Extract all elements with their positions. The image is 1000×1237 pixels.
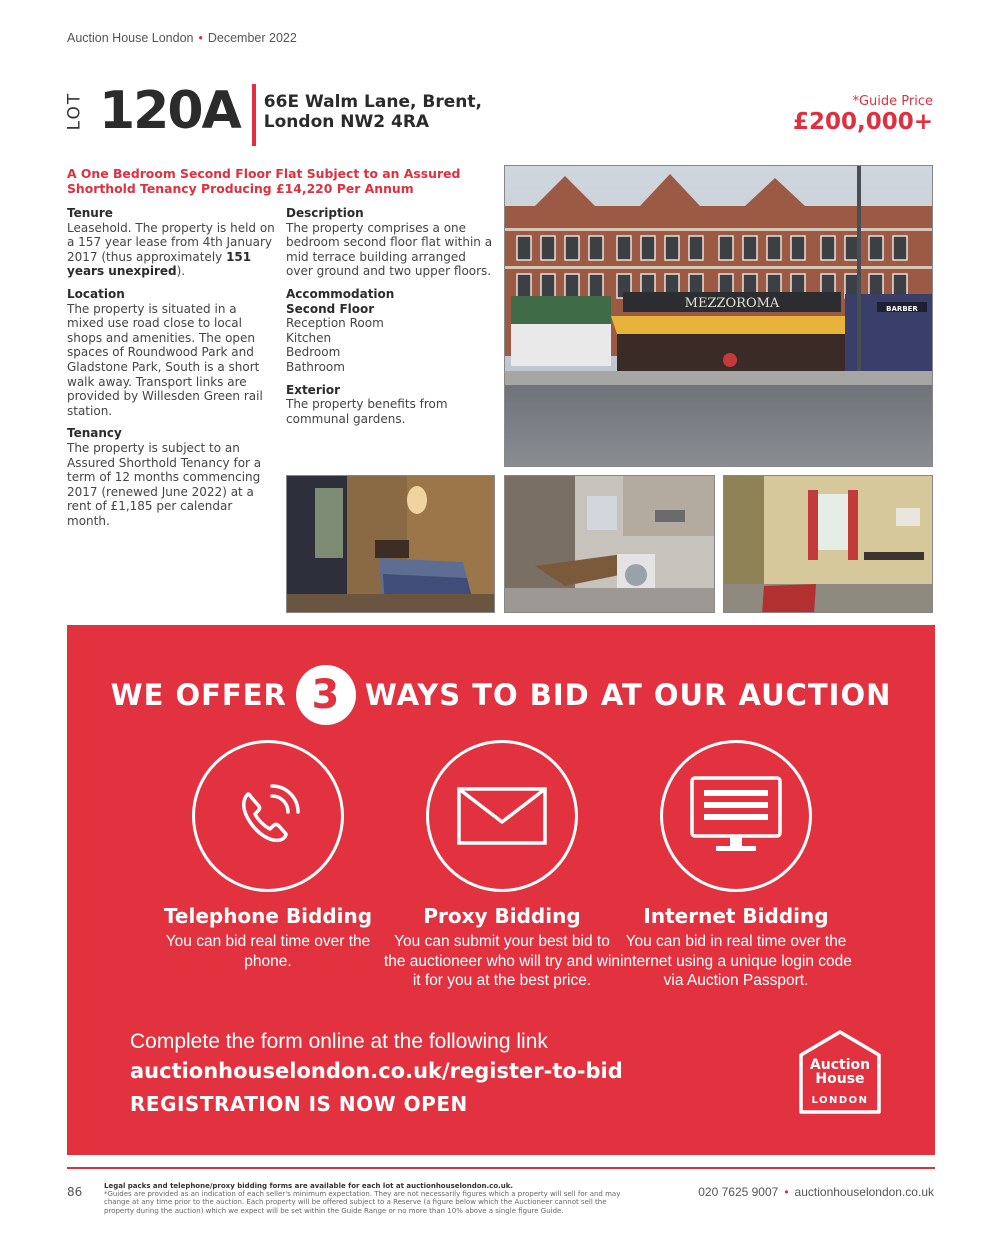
internet-bidding-text: You can bid in real time over the internet using a unique login code via Auction Passport. <box>620 933 852 989</box>
footer-guide-note: *Guides are provided as an indication of each seller's minimum expectation. They are not necessarily figures which a property will sell for and may change at any time prior to the auction. Each property will be offered subject to a Reserve (a figure below which the Auctioneer cannot sell the property during the auction) which we expect will be set within the Guide Range or no more than 10% above a single figure Guide. <box>104 1190 621 1215</box>
exterior-section <box>286 383 496 427</box>
bedroom-photo <box>286 475 495 613</box>
exterior-title: Exterior <box>286 382 341 397</box>
lot-number: 120A <box>99 81 240 141</box>
telephone-bidding-title: Telephone Bidding <box>163 904 373 928</box>
tenure-title: Tenure <box>67 206 113 220</box>
room-item: Kitchen <box>286 330 332 345</box>
issue-date: December 2022 <box>207 31 297 45</box>
description-title: Description <box>286 206 364 220</box>
promo-title-end: WAYS TO BID AT OUR AUCTION <box>364 678 892 712</box>
masthead-separator: • <box>198 31 203 45</box>
room-item: Reception Room <box>286 316 384 331</box>
tenure-unexpired: 151 years unexpired <box>67 249 252 279</box>
internet-bidding-title: Internet Bidding <box>643 904 829 928</box>
auction-house-logo <box>798 1029 882 1115</box>
guide-price-block <box>793 94 933 135</box>
living-room-photo <box>723 475 933 613</box>
lot-header <box>64 81 482 146</box>
room-item: Bedroom <box>286 345 341 360</box>
phone-icon <box>192 740 344 892</box>
publisher-name: Auction House London <box>67 31 194 45</box>
shop-sign: MEZZOROMA <box>684 296 780 311</box>
location-section <box>67 287 275 418</box>
lot-headline: A One Bedroom Second Floor Flat Subject to an Assured Shorthold Tenancy Producing £14,220 Per Annum <box>67 166 461 196</box>
kitchen-photo <box>504 475 715 613</box>
accommodation-section <box>286 287 496 375</box>
tenure-text-start: Leasehold. The property is held on a 157 year lease from 4th January 2017 (thus approximately <box>67 220 275 264</box>
page-number: 86 <box>67 1185 83 1199</box>
footer-disclaimer <box>104 1182 634 1215</box>
tenancy-text: The property is subject to an Assured Shorthold Tenancy for a term of 12 months commencing 2017 (renewed June 2022) at a rent of £1,185 per calendar month. <box>67 440 262 528</box>
monitor-icon <box>660 740 812 892</box>
registration-open-notice: REGISTRATION IS NOW OPEN <box>130 1092 468 1116</box>
telephone-bidding-text: You can bid real time over the phone. <box>165 933 371 970</box>
description-text: The property comprises a one bedroom second floor flat within a mid terrace building arranged over ground and two upper floors. <box>286 220 493 279</box>
telephone-bidding-option <box>148 740 388 971</box>
lot-address <box>264 92 482 132</box>
exterior-photo <box>504 165 933 467</box>
logo-word-auction: Auction <box>809 1057 871 1073</box>
contact-website[interactable]: auctionhouselondon.co.uk <box>794 1185 934 1199</box>
register-link[interactable]: auctionhouselondon.co.uk/register-to-bid <box>130 1059 623 1083</box>
details-left-column <box>67 206 275 536</box>
footer-contact <box>698 1185 934 1199</box>
logo-word-house: House <box>815 1071 865 1087</box>
bidding-promo-banner <box>67 625 935 1155</box>
internet-bidding-option <box>616 740 856 991</box>
barber-sign: BARBER <box>886 305 918 313</box>
tenure-section <box>67 206 275 279</box>
promo-title <box>67 665 935 725</box>
contact-phone[interactable]: 020 7625 9007 <box>698 1185 779 1199</box>
room-item: Bathroom <box>286 359 345 374</box>
tenure-text <box>67 221 275 279</box>
guide-price-label: *Guide Price <box>852 94 933 109</box>
lot-label-wrap <box>64 84 89 138</box>
promo-number-badge: 3 <box>296 665 356 725</box>
proxy-bidding-text: You can submit your best bid to the auctioneer who will try and win it for you at the best price. <box>383 933 621 989</box>
bedroom-photo-drawing <box>287 476 495 613</box>
accommodation-title: Accommodation <box>286 286 395 301</box>
guide-price-value: £200,000+ <box>792 109 933 135</box>
exterior-text: The property benefits from communal gardens. <box>286 397 448 426</box>
tenancy-title: Tenancy <box>67 426 122 441</box>
address-line-2: London NW2 4RA <box>263 112 430 132</box>
details-middle-column <box>286 206 496 434</box>
living-room-photo-drawing <box>724 476 933 613</box>
footer-legal-note: Legal packs and telephone/proxy bidding forms are available for each lot at auctionhouselondon.co.uk. <box>104 1182 514 1190</box>
tenancy-section <box>67 426 275 528</box>
contact-separator: • <box>784 1185 789 1199</box>
location-title: Location <box>67 286 125 301</box>
lot-divider <box>252 84 256 146</box>
footer-divider <box>67 1167 935 1169</box>
exterior-photo-drawing <box>505 166 933 467</box>
location-text: The property is situated in a mixed use road close to local shops and amenities. The open spaces of Roundwood Park and Gladstone Park, South is a short walk away. Transport links are provided by Willesden Green rail station. <box>67 301 263 418</box>
kitchen-photo-drawing <box>505 476 715 613</box>
tenure-text-end: ). <box>176 264 186 279</box>
accommodation-floor: Second Floor <box>286 301 375 316</box>
form-instruction: Complete the form online at the following link <box>130 1030 548 1053</box>
promo-title-start: WE OFFER <box>110 678 287 712</box>
proxy-bidding-title: Proxy Bidding <box>423 904 581 928</box>
proxy-bidding-option <box>382 740 622 991</box>
envelope-icon <box>426 740 578 892</box>
address-line-1: 66E Walm Lane, Brent, <box>263 92 482 112</box>
logo-word-london: LONDON <box>811 1095 869 1106</box>
masthead <box>67 31 297 45</box>
description-section <box>286 206 496 279</box>
lot-label: LOT <box>64 91 85 131</box>
